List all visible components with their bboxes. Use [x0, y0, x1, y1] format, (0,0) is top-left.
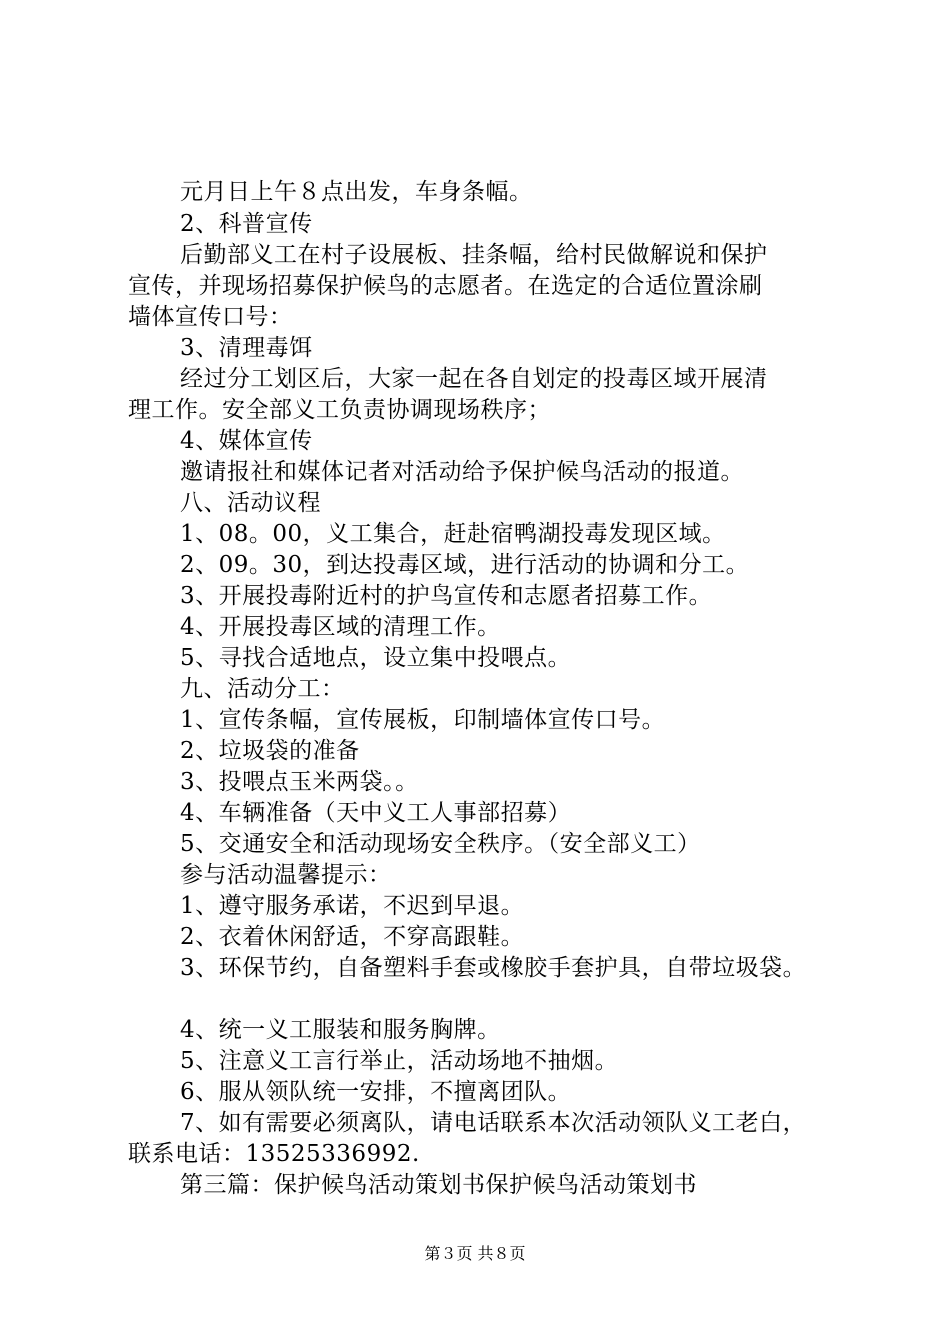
text-line: 元月日上午８点出发，车身条幅。: [180, 179, 533, 205]
list-item: 1、08。00，义工集合，赶赴宿鸭湖投毒发现区域。: [180, 521, 726, 547]
page-number-footer: 第３页 共８页: [424, 1244, 526, 1263]
text-line: 理工作。安全部义工负责协调现场秩序；: [128, 397, 551, 423]
list-item: 4、统一义工服装和服务胸牌。: [180, 1017, 501, 1043]
list-item: 4、开展投毒区域的清理工作。: [180, 614, 501, 640]
text-line: 2、科普宣传: [180, 211, 313, 237]
list-item: 4、车辆准备（天中义工人事部招募）: [180, 800, 572, 826]
text-line: 经过分工划区后，大家一起在各自划定的投毒区域开展清: [180, 366, 768, 392]
list-item: 1、宣传条幅，宣传展板，印制墙体宣传口号。: [180, 707, 666, 733]
list-item: 3、环保节约，自备塑料手套或橡胶手套护具，自带垃圾袋。: [180, 955, 807, 981]
text-line: 第三篇：保护候鸟活动策划书保护候鸟活动策划书: [180, 1172, 697, 1198]
section-heading: 八、活动议程: [180, 490, 321, 516]
list-item: 3、开展投毒附近村的护鸟宣传和志愿者招募工作。: [180, 583, 713, 609]
text-line: 联系电话：13525336992.: [128, 1141, 420, 1167]
list-item: 5、交通安全和活动现场安全秩序。（安全部义工）: [180, 831, 701, 857]
list-item: 2、衣着休闲舒适，不穿高跟鞋。: [180, 924, 525, 950]
list-item: 7、如有需要必须离队，请电话联系本次活动领队义工老白，: [180, 1110, 807, 1136]
text-line: 后勤部义工在村子设展板、挂条幅，给村民做解说和保护: [180, 242, 768, 268]
section-heading: 参与活动温馨提示：: [180, 862, 392, 888]
text-line: 邀请报社和媒体记者对活动给予保护候鸟活动的报道。: [180, 459, 744, 485]
list-item: 2、垃圾袋的准备: [180, 738, 360, 764]
list-item: 1、遵守服务承诺，不迟到早退。: [180, 893, 525, 919]
list-item: 2、09。30，到达投毒区域，进行活动的协调和分工。: [180, 552, 750, 578]
section-heading: 九、活动分工：: [180, 676, 345, 702]
list-item: 5、寻找合适地点，设立集中投喂点。: [180, 645, 572, 671]
text-line: 宣传，并现场招募保护候鸟的志愿者。在选定的合适位置涂刷: [128, 273, 763, 299]
text-line: 墙体宣传口号：: [128, 304, 293, 330]
text-line: 3、清理毒饵: [180, 335, 313, 361]
list-item: 3、投喂点玉米两袋。。: [180, 769, 419, 795]
list-item: 5、注意义工言行举止，活动场地不抽烟。: [180, 1048, 619, 1074]
text-line: 4、媒体宣传: [180, 428, 313, 454]
list-item: 6、服从领队统一安排，不擅离团队。: [180, 1079, 572, 1105]
